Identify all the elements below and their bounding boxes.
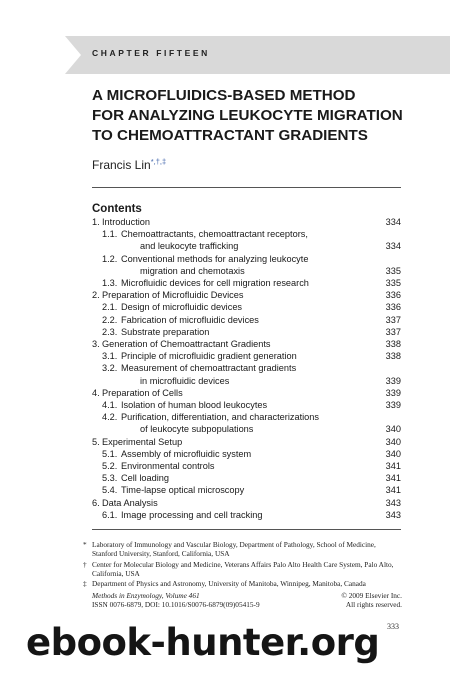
toc-entry-number: 2.1. — [102, 302, 118, 313]
toc-entry-title — [121, 509, 402, 521]
title-line: A MICROFLUIDICS-BASED METHOD — [92, 87, 356, 104]
toc-entry-number: 4.2. — [102, 412, 118, 423]
toc-entry-title — [121, 350, 402, 362]
toc-entry-page: 337 — [385, 326, 401, 337]
toc-entry[interactable] — [92, 216, 402, 228]
chapter-banner-notch — [65, 36, 81, 74]
footnote-line: Laboratory of Immunology and Vascular Biology, Department of Pathology, School of Medicine, — [92, 540, 376, 549]
toc-entry-page: 341 — [385, 473, 401, 484]
toc-entry-page: 335 — [385, 278, 401, 289]
toc-entry-line: Experimental Setup — [102, 436, 183, 447]
toc-entry-page: 341 — [385, 461, 401, 472]
toc-entry[interactable] — [92, 314, 402, 326]
toc-entry-line: Time-lapse optical microscopy — [121, 485, 245, 496]
footnote — [83, 540, 404, 559]
journal-name: Methods in Enzymology, Volume 461 — [92, 591, 200, 600]
toc-entry-line: Measurement of chemoattractant gradients — [121, 363, 297, 374]
toc-entry-number: 3.2. — [102, 363, 118, 374]
toc-entry[interactable] — [92, 228, 402, 252]
affiliation-footnotes — [83, 540, 404, 589]
toc-entry-title — [121, 448, 402, 460]
toc-entry-line: in microfluidic devices — [140, 375, 230, 386]
issn-doi: ISSN 0076-6879, DOI: 10.1016/S0076-6879(09)05415-9 — [92, 600, 260, 610]
toc-entry-title — [121, 326, 402, 338]
toc-entry-line: Preparation of Microfluidic Devices — [102, 290, 244, 301]
toc-entry[interactable] — [92, 399, 402, 411]
author-line — [92, 158, 166, 172]
toc-entry[interactable] — [92, 436, 402, 448]
toc-entry-line: Design of microfluidic devices — [121, 302, 243, 313]
toc-entry-page: 340 — [385, 436, 401, 447]
toc-entry-number: 3.1. — [102, 351, 118, 362]
divider-top — [92, 187, 401, 188]
toc-entry-title — [102, 387, 402, 399]
footnote-line: Department of Physics and Astronomy, University of Manitoba, Winnipeg, Manitoba, Canada — [92, 579, 366, 589]
toc-entry-title — [121, 472, 402, 484]
toc-entry[interactable] — [92, 484, 402, 496]
toc-entry-line: Microfluidic devices for cell migration research — [121, 278, 309, 289]
footnote-line: Center for Molecular Biology and Medicine, Veterans Affairs Palo Alto Health Care System, Palo Alto, — [92, 559, 394, 569]
toc-entry[interactable] — [92, 362, 402, 386]
toc-entry[interactable] — [92, 326, 402, 338]
toc-entry-page: 336 — [385, 302, 401, 313]
footnote-mark: † — [83, 559, 87, 569]
toc-entry-page: 334 — [385, 217, 401, 227]
toc-entry-line: Generation of Chemoattractant Gradients — [102, 339, 271, 350]
footnote-text — [92, 540, 376, 559]
toc-entry-number: 4.1. — [102, 400, 118, 411]
toc-entry-page: 334 — [385, 241, 401, 252]
toc-entry[interactable] — [92, 448, 402, 460]
toc-entry-line: Isolation of human blood leukocytes — [121, 400, 268, 411]
toc-entry-title — [102, 497, 402, 509]
toc-entry-number: 5. — [92, 436, 100, 447]
toc-entry-line: Fabrication of microfluidic devices — [121, 314, 259, 325]
copyright: © 2009 Elsevier Inc. — [341, 591, 402, 600]
toc-entry-page: 338 — [385, 339, 401, 350]
chapter-title — [92, 86, 412, 146]
publication-info — [92, 591, 402, 610]
toc-entry-title — [121, 314, 402, 326]
toc-entry[interactable] — [92, 387, 402, 399]
toc-entry-number: 2. — [92, 290, 100, 301]
title-line: FOR ANALYZING LEUKOCYTE MIGRATION — [92, 107, 403, 124]
rights: All rights reserved. — [345, 600, 402, 610]
toc-entry-page: 340 — [385, 448, 401, 459]
toc-entry[interactable] — [92, 509, 402, 521]
toc-entry-page: 339 — [385, 400, 401, 411]
toc-entry-title — [121, 362, 402, 386]
toc-entry-page: 341 — [385, 485, 401, 496]
toc-entry-number: 6. — [92, 497, 100, 508]
toc-entry-page: 336 — [385, 290, 401, 301]
toc-entry-title — [121, 399, 402, 411]
toc-entry-page: 343 — [385, 497, 401, 508]
toc-entry-number: 1.2. — [102, 253, 118, 264]
toc-entry-line: Assembly of microfluidic system — [121, 448, 252, 459]
toc-entry[interactable] — [92, 472, 402, 484]
toc-entry-number: 2.2. — [102, 314, 118, 325]
toc-entry-number: 4. — [92, 387, 100, 398]
footnote — [83, 559, 404, 579]
toc-entry-title — [121, 411, 402, 435]
toc-entry[interactable] — [92, 253, 402, 277]
toc-entry-page: 338 — [385, 351, 401, 362]
toc-entry-page: 340 — [385, 424, 401, 435]
toc-entry-line: Preparation of Cells — [102, 387, 183, 398]
toc-entry-line: Conventional methods for analyzing leukocyte — [121, 253, 309, 264]
watermark: ebook-hunter.org — [26, 621, 380, 664]
toc-entry[interactable] — [92, 411, 402, 435]
toc-entry[interactable] — [92, 289, 402, 301]
footnote-mark: ‡ — [83, 579, 87, 589]
toc-entry-number: 1.1. — [102, 229, 118, 240]
footnote — [83, 579, 404, 589]
toc-entry-line: Data Analysis — [102, 497, 158, 508]
toc-entry-number: 6.1. — [102, 509, 118, 520]
toc-entry[interactable] — [92, 350, 402, 362]
toc-entry[interactable] — [92, 277, 402, 289]
toc-entry-line: and leukocyte trafficking — [140, 241, 239, 252]
toc-entry-title — [121, 253, 402, 277]
toc-entry-number: 5.2. — [102, 461, 118, 472]
toc-entry[interactable] — [92, 338, 402, 350]
toc-entry-page: 339 — [385, 387, 401, 398]
toc-entry-number: 2.3. — [102, 326, 118, 337]
toc-entry-page: 337 — [385, 314, 401, 325]
toc-entry[interactable] — [92, 497, 402, 509]
toc-entry[interactable] — [92, 301, 402, 313]
toc-entry-number: 3. — [92, 339, 100, 350]
toc-entry-title — [121, 228, 402, 252]
toc-entry-title — [102, 289, 402, 301]
toc-entry-page: 339 — [385, 375, 401, 386]
toc-entry-title — [102, 436, 402, 448]
toc-entry-title — [102, 216, 402, 228]
toc-entry-line: Environmental controls — [121, 461, 215, 472]
toc-entry-line: Substrate preparation — [121, 326, 210, 337]
author-affiliation-marks[interactable]: *,†,‡ — [150, 157, 167, 166]
toc-entry-title — [121, 277, 402, 289]
footnote-mark: * — [83, 540, 87, 549]
toc-entry-line: Chemoattractants, chemoattractant receptors, — [121, 229, 308, 240]
author-name: Francis Lin — [92, 158, 151, 172]
toc-entry-title — [121, 484, 402, 496]
toc-entry-number: 5.1. — [102, 448, 118, 459]
toc-entry-number: 1.3. — [102, 278, 118, 289]
toc-entry-number: 5.4. — [102, 485, 118, 496]
toc-entry-title — [102, 338, 402, 350]
toc-entry-number: 5.3. — [102, 473, 118, 484]
footnote-text — [92, 560, 393, 579]
contents-heading: Contents — [92, 203, 142, 215]
toc-entry-page: 335 — [385, 265, 401, 276]
title-line: TO CHEMOATTRACTANT GRADIENTS — [92, 127, 368, 144]
toc-entry-line: migration and chemotaxis — [140, 265, 245, 276]
chapter-label: CHAPTER FIFTEEN — [92, 48, 210, 58]
toc-entry[interactable] — [92, 460, 402, 472]
toc-entry-title — [121, 301, 402, 313]
toc-entry-number: 1. — [92, 217, 100, 227]
toc-entry-page: 343 — [385, 509, 401, 520]
page-number: 333 — [387, 622, 399, 631]
table-of-contents — [92, 216, 402, 521]
divider-footnotes — [92, 529, 401, 530]
footnote-line: Stanford University, Stanford, California, USA — [92, 549, 230, 559]
toc-entry-line: of leukocyte subpopulations — [140, 424, 254, 435]
toc-entry-line: Purification, differentiation, and characterizations — [121, 412, 319, 423]
toc-entry-line: Introduction — [102, 217, 151, 227]
footnote-text — [92, 579, 366, 588]
footnote-line: California, USA — [92, 568, 140, 578]
toc-entry-line: Principle of microfluidic gradient generation — [121, 351, 297, 362]
toc-entry-title — [121, 460, 402, 472]
toc-entry-line: Image processing and cell tracking — [121, 509, 263, 520]
toc-entry-line: Cell loading — [121, 473, 170, 484]
